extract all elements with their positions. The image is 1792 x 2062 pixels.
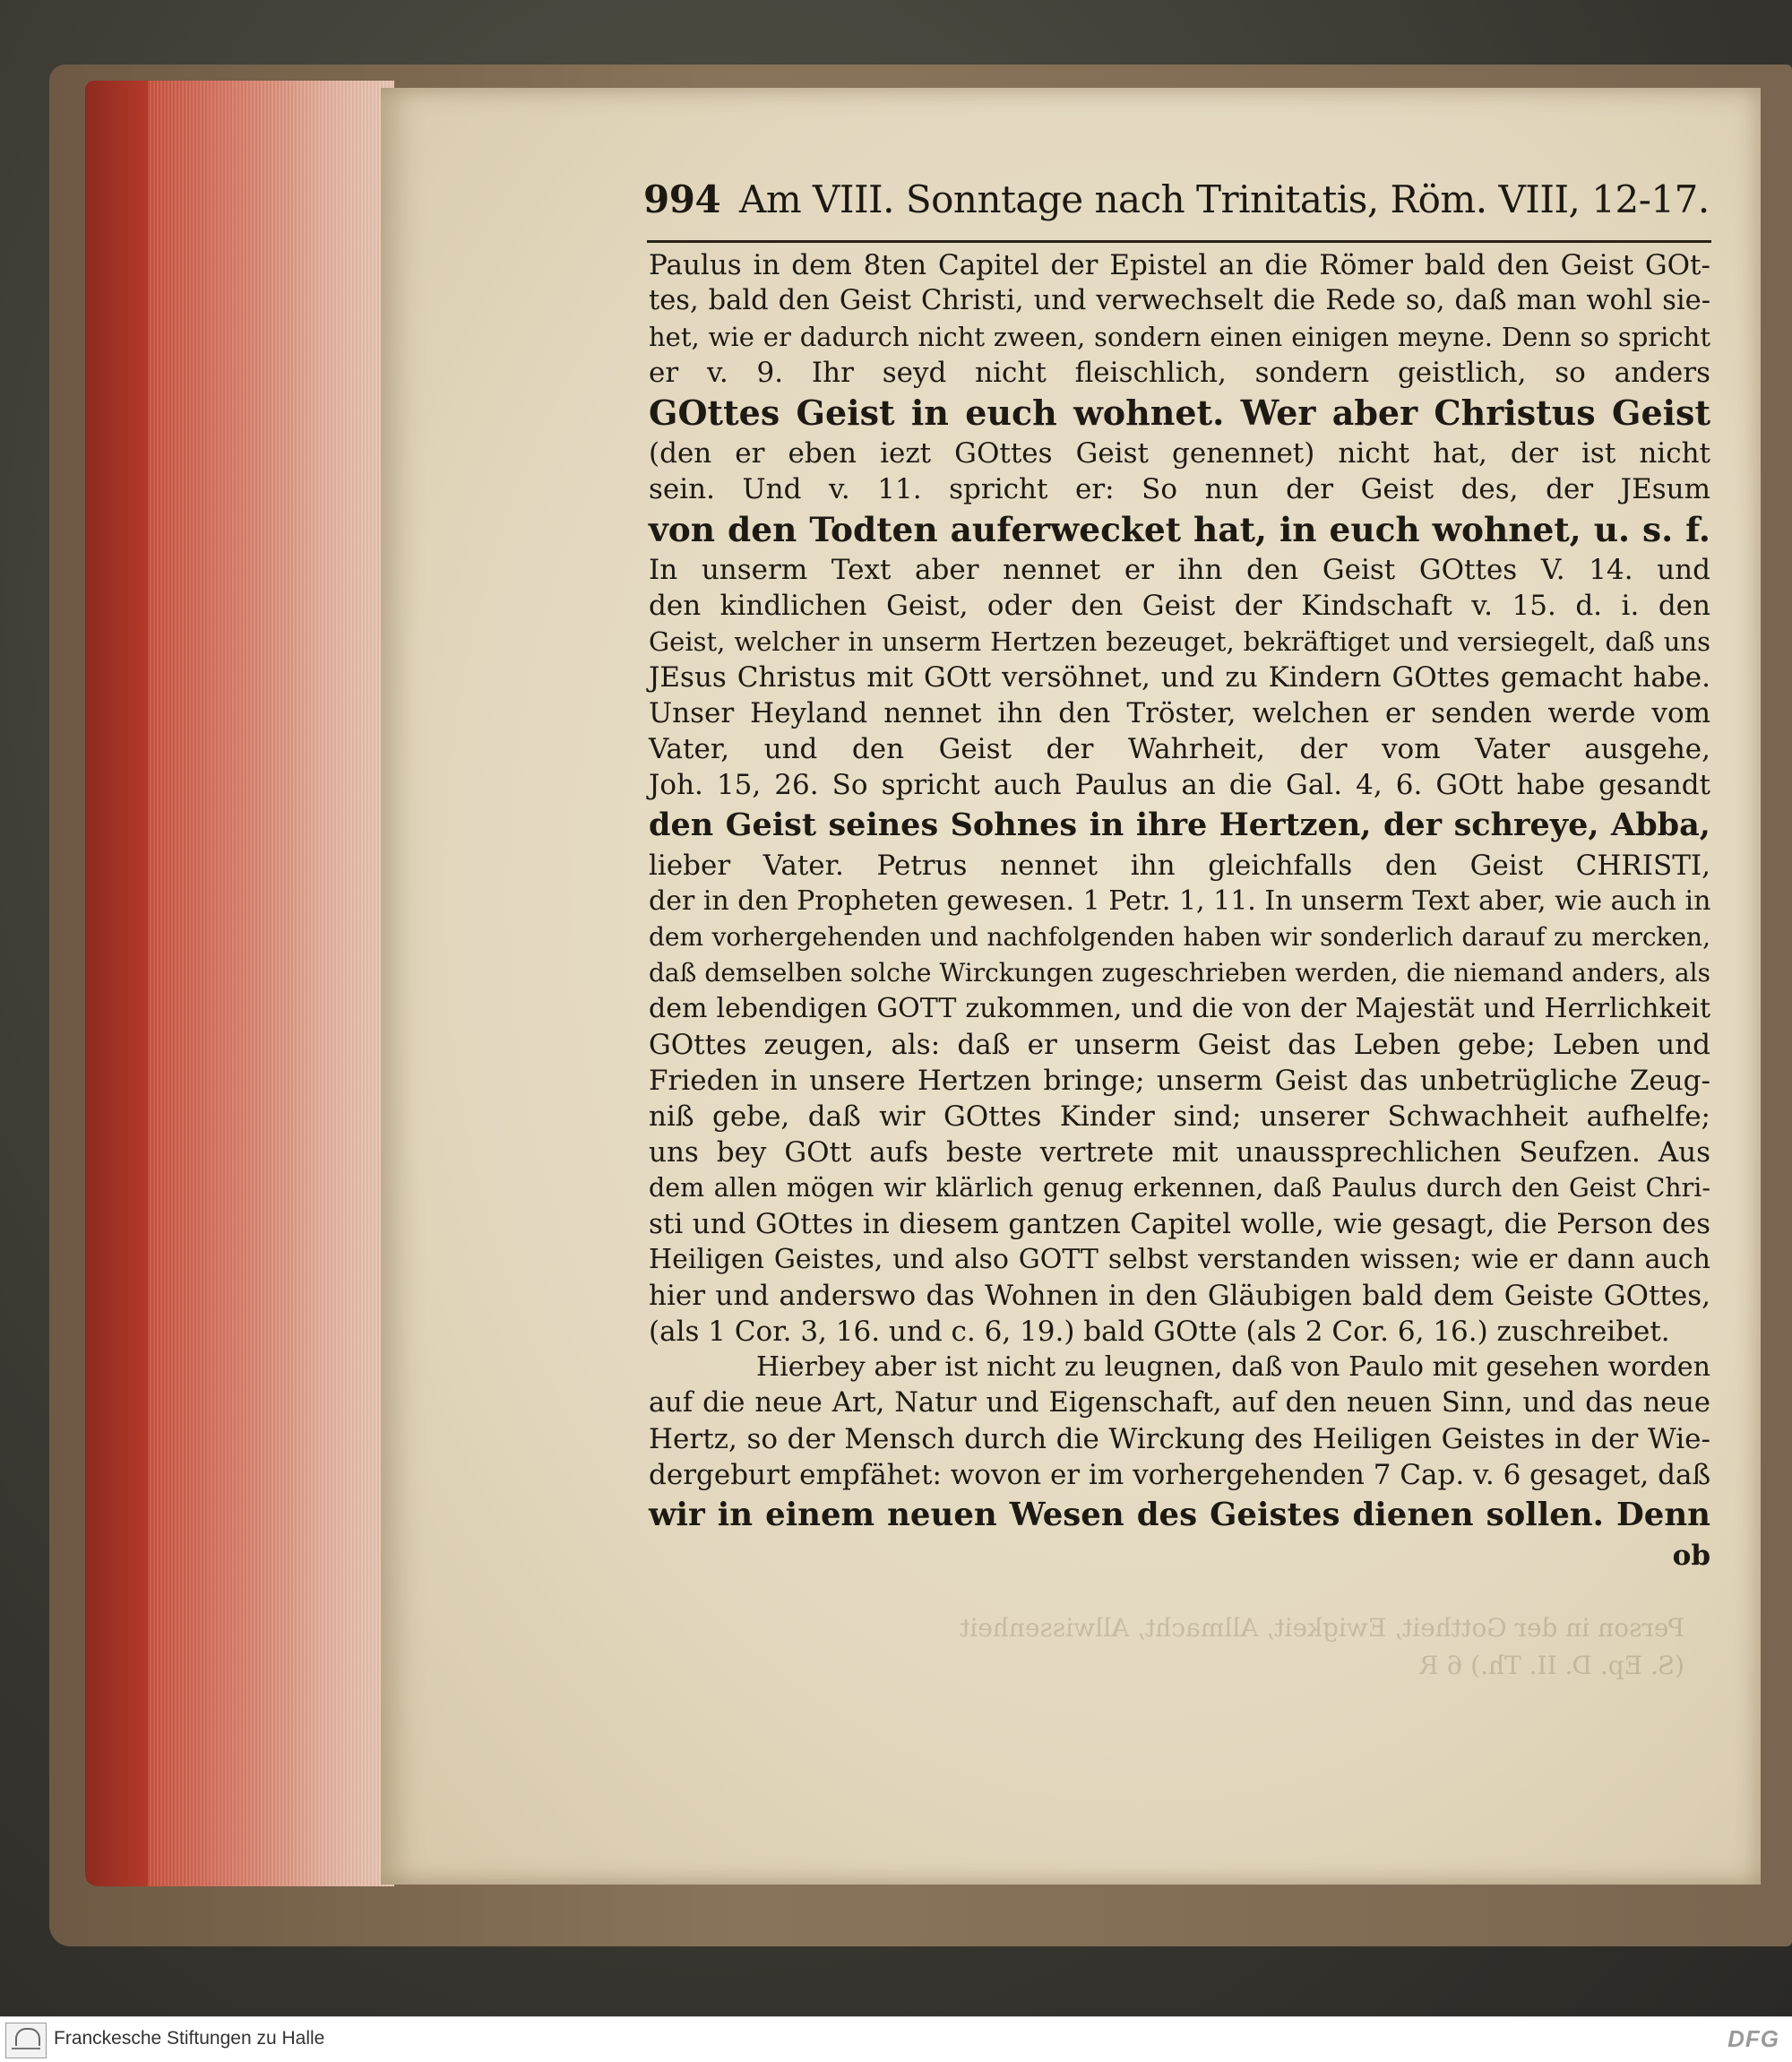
page-number: 994 [643, 177, 721, 221]
text-line: Hierbey aber ist nicht zu leugnen, daß von Paulo mit gesehen worden [756, 1351, 1710, 1383]
catchword: ob [1672, 1540, 1710, 1572]
dfg-logo[interactable]: DFG [1727, 2025, 1779, 2052]
text-line: wir in einem neuen Wesen des Geistes dienen sollen. Denn [649, 1497, 1710, 1533]
text-line: niß gebe, daß wir GOttes Kinder sind; unserer Schwachheit aufhelfe; [649, 1100, 1710, 1133]
footer-bar [0, 2016, 1792, 2062]
header-rule [647, 240, 1711, 243]
text-line: Vater, und den Geist der Wahrheit, der vom Vater ausgehe, [649, 733, 1710, 765]
page-edges [85, 81, 394, 1886]
text-line: dem vorhergehenden und nachfolgenden haben wir sonderlich darauf zu mercken, [649, 922, 1710, 952]
text-line: Unser Heyland nennet ihn den Tröster, welchen er senden werde vom [649, 697, 1710, 729]
text-line: hier und anderswo das Wohnen in den Gläubigen bald dem Geiste GOttes, [649, 1280, 1710, 1312]
text-line: Frieden in unsere Hertzen bringe; unserm Geist das unbetrügliche Zeug- [649, 1065, 1710, 1097]
text-line: Hertz, so der Mensch durch die Wirckung des Heiligen Geistes in der Wie- [649, 1423, 1710, 1455]
text-line: Paulus in dem 8ten Capitel der Epistel an die Römer bald den Geist GOt- [649, 249, 1710, 281]
text-line: auf die neue Art, Natur und Eigenschaft, auf den neuen Sinn, und das neue [649, 1387, 1710, 1419]
text-line: (den er eben iezt GOttes Geist genennet) nicht hat, der ist nicht [649, 437, 1710, 470]
text-line: GOttes Geist in euch wohnet. Wer aber Christus Geist [649, 393, 1710, 433]
text-line: er v. 9. Ihr seyd nicht fleischlich, sondern geistlich, so anders [649, 357, 1710, 389]
text-line: daß demselben solche Wirckungen zugeschrieben werden, die niemand anders, als [649, 958, 1710, 988]
running-header [643, 177, 1711, 221]
text-line: den kindlichen Geist, oder den Geist der Kindschaft v. 15. d. i. den [649, 590, 1710, 622]
text-line: Heiligen Geistes, und also GOTT selbst verstanden wissen; wie er dann auch [649, 1244, 1710, 1275]
text-line: lieber Vater. Petrus nennet ihn gleichfalls den Geist CHRISTI, [649, 850, 1710, 882]
text-line: dergeburt empfähet: wovon er im vorhergehenden 7 Cap. v. 6 gesaget, daß [649, 1459, 1711, 1491]
text-line: Geist, welcher in unserm Hertzen bezeuget, bekräftiget und versiegelt, daß uns [649, 626, 1710, 657]
text-line: der in den Propheten gewesen. 1 Petr. 1, 11. In unserm Text aber, wie auch in [649, 885, 1711, 917]
text-line: sein. Und v. 11. spricht er: So nun der Geist des, der JEsum [649, 473, 1710, 505]
text-line: uns bey GOtt aufs beste vertrete mit unaussprechlichen Seufzen. Aus [649, 1136, 1710, 1169]
body-text [649, 247, 1710, 1574]
show-through-text: (S. Ep. D. II. Th.) 6 R [1419, 1651, 1684, 1680]
text-line: tes, bald den Geist Christi, und verwechselt die Rede so, daß man wohl sie- [649, 285, 1710, 316]
text-line: von den Todten auferwecket hat, in euch wohnet, u. s. f. [649, 510, 1710, 549]
text-line: den Geist seines Sohnes in ihre Hertzen, der schreye, Abba, [649, 807, 1710, 843]
text-line: JEsus Christus mit GOtt versöhnet, und zu Kindern GOttes gemacht habe. [649, 661, 1710, 694]
text-line: sti und GOttes in diesem gantzen Capitel wolle, wie gesagt, die Person des [649, 1208, 1710, 1240]
text-line: (als 1 Cor. 3, 16. und c. 6, 19.) bald GOtte (als 2 Cor. 6, 16.) zuschreibet. [649, 1316, 1670, 1348]
text-line: dem allen mögen wir klärlich genug erkennen, daß Paulus durch den Geist Chri- [649, 1173, 1710, 1203]
institution-logo-icon[interactable] [5, 2023, 47, 2058]
text-line: GOttes zeugen, als: daß er unserm Geist das Leben gebe; Leben und [649, 1029, 1710, 1061]
show-through-text: Person in der Gottheit, Ewigkeit, Allmacht, Allwissenheit [960, 1613, 1684, 1643]
text-line: Joh. 15, 26. So spricht auch Paulus an die Gal. 4, 6. GOtt habe gesandt [649, 769, 1710, 801]
running-head-title: Am VIII. Sonntage nach Trinitatis, Röm. VIII, 12-17. [739, 177, 1710, 221]
text-line: In unserm Text aber nennet er ihn den Geist GOttes V. 14. und [649, 554, 1710, 586]
text-line: het, wie er dadurch nicht zween, sondern einen einigen meyne. Denn so spricht [649, 322, 1710, 352]
institution-name[interactable]: Franckesche Stiftungen zu Halle [54, 2028, 325, 2049]
text-line: dem lebendigen GOTT zukommen, und die von der Majestät und Herrlichkeit [649, 993, 1710, 1024]
